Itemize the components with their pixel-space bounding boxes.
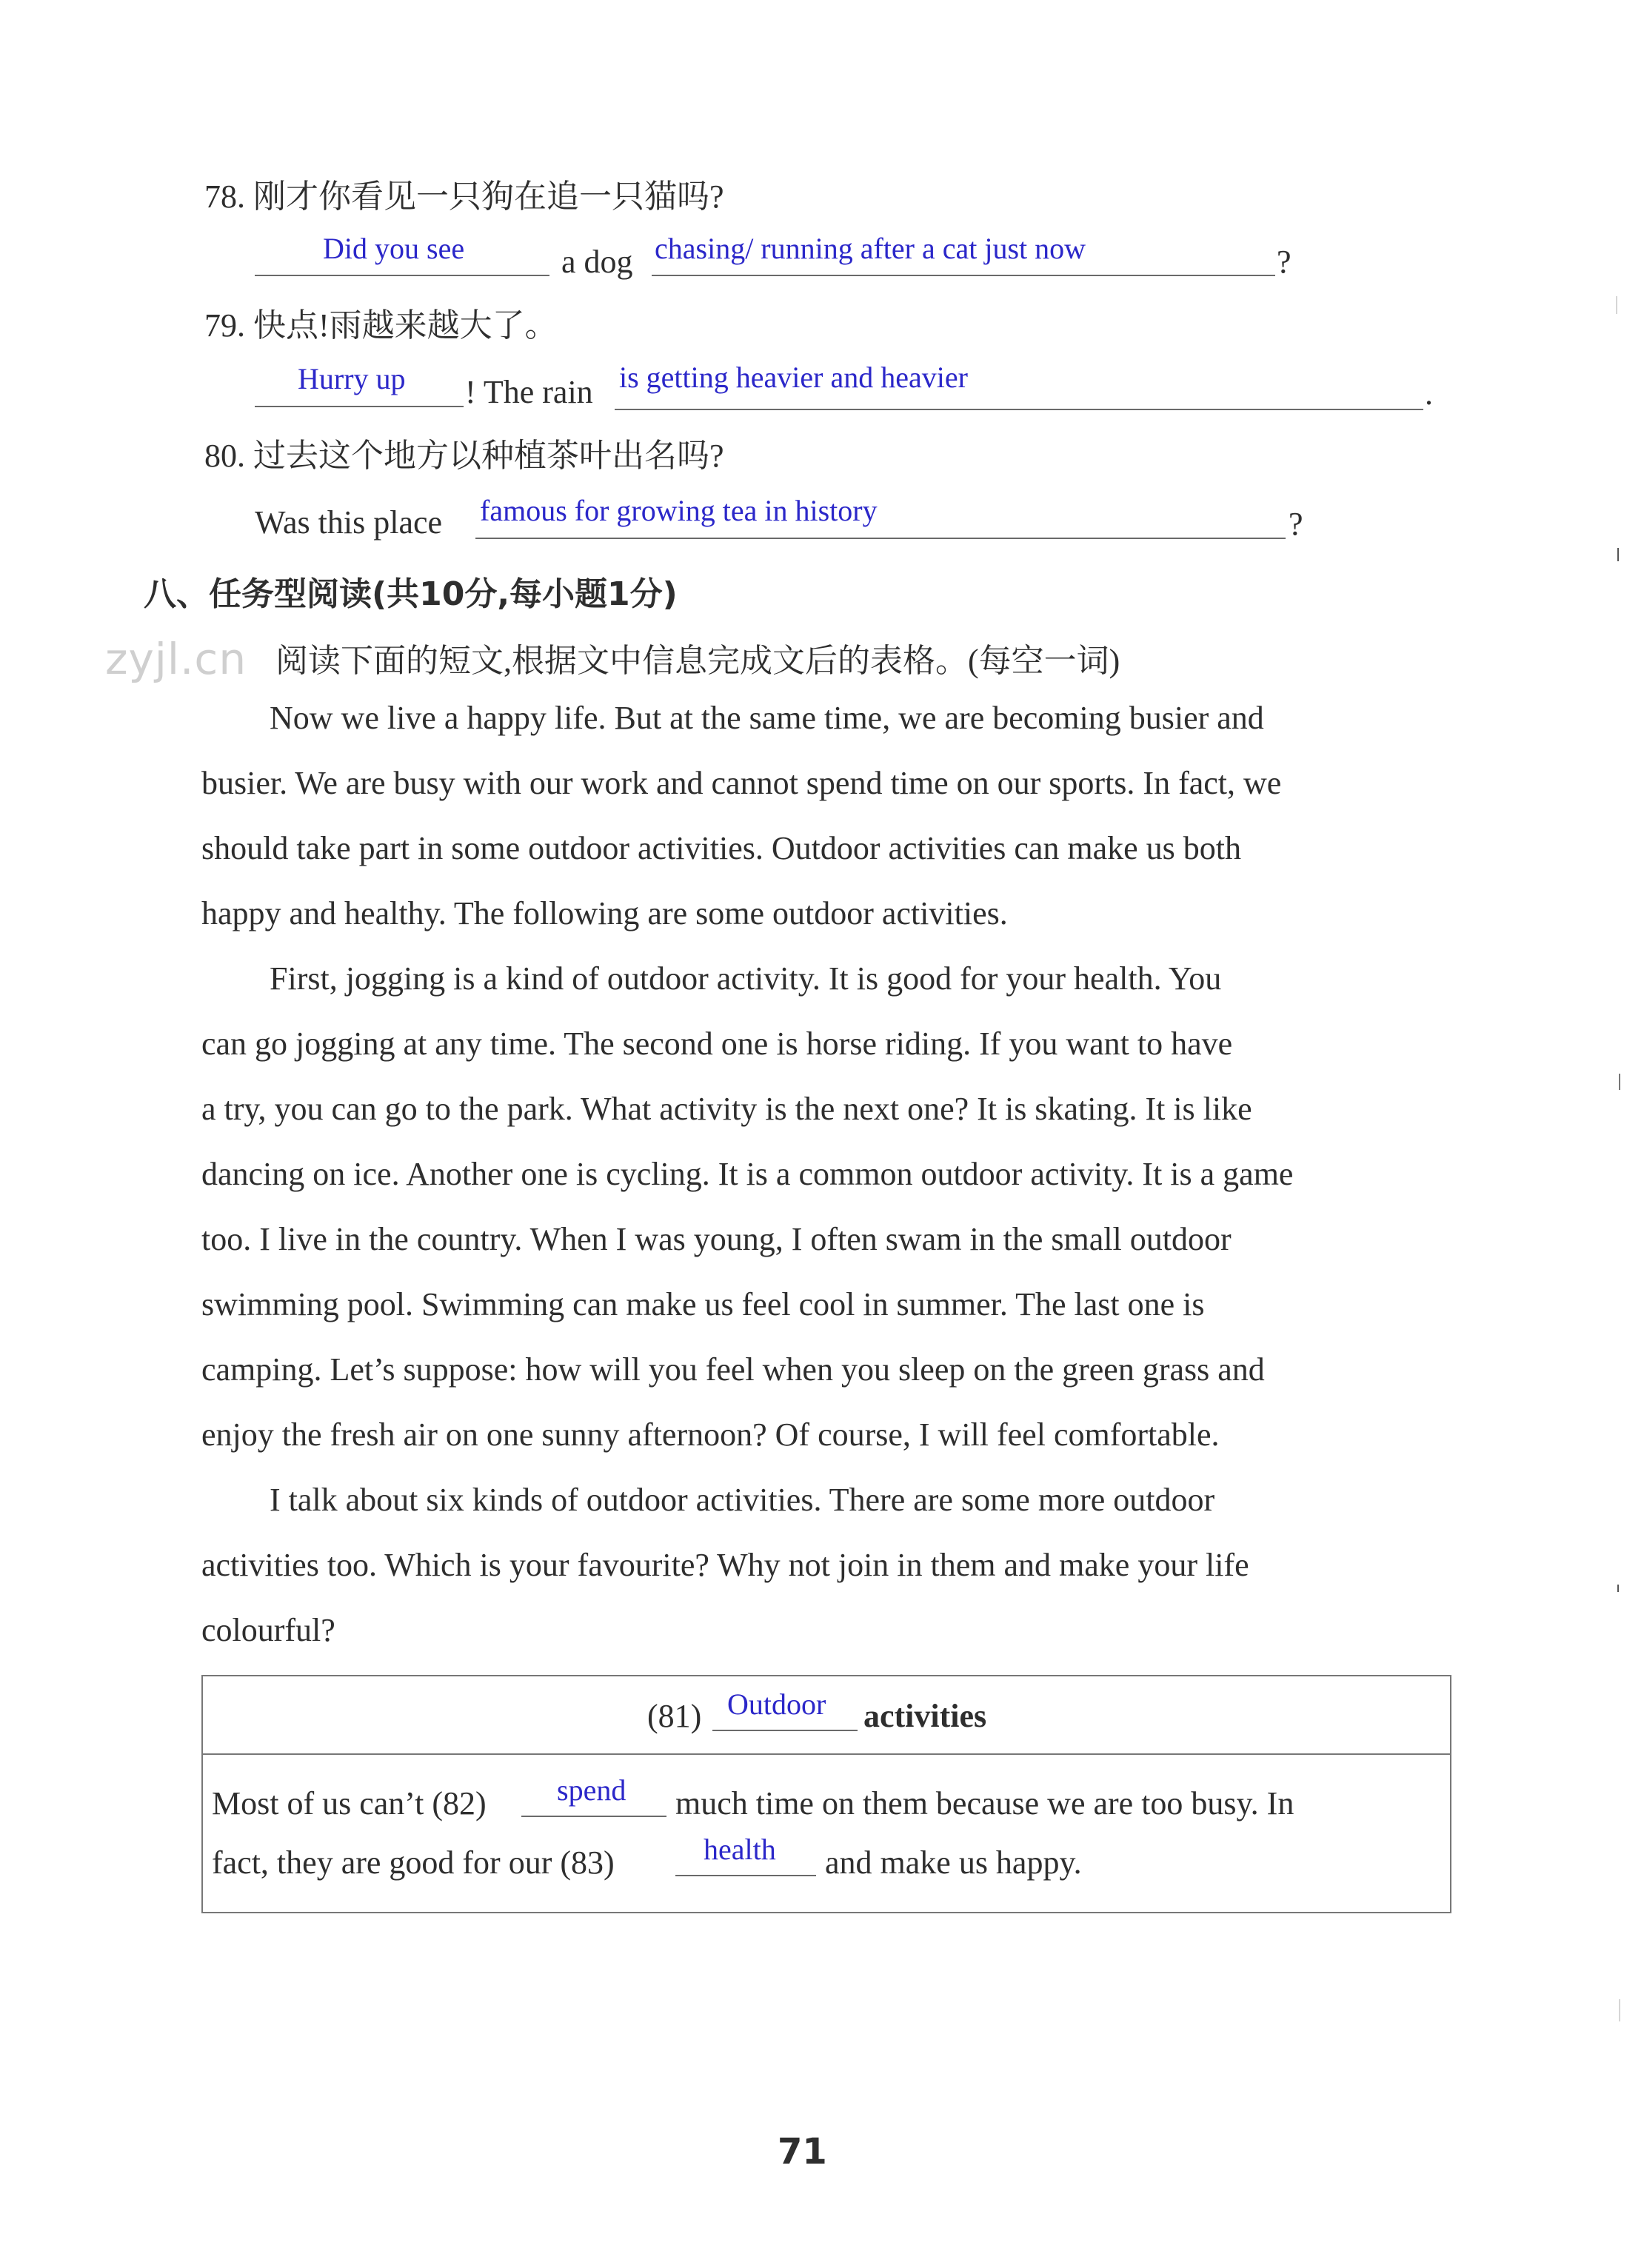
answer-83: health bbox=[704, 1833, 776, 1866]
question-78-text-2: ? bbox=[1277, 244, 1292, 280]
page-number: 71 bbox=[778, 2131, 827, 2172]
answer-blank[interactable] bbox=[255, 406, 464, 407]
passage-line: dancing on ice. Another one is cycling. It is a common outdoor activity. It is a game bbox=[201, 1156, 1294, 1192]
header-number: (81) bbox=[647, 1698, 702, 1734]
question-78-chinese: 刚才你看见一只狗在追一只猫吗? bbox=[253, 178, 724, 215]
answer-82: spend bbox=[557, 1773, 626, 1807]
question-78-number: 78. bbox=[204, 178, 245, 215]
passage-line: busier. We are busy with our work and cannot spend time on our sports. In fact, we bbox=[201, 765, 1282, 801]
question-79-text-2: . bbox=[1425, 375, 1433, 412]
section-title: 八、任务型阅读(共10分,每小题1分) bbox=[144, 575, 678, 613]
summary-table bbox=[201, 1675, 1451, 1913]
passage-line: activities too. Which is your favourite? Why not join in them and make your life bbox=[201, 1547, 1249, 1583]
answer-81: Outdoor bbox=[727, 1687, 826, 1721]
passage-line: enjoy the fresh air on one sunny afternoon? Of course, I will feel comfortable. bbox=[201, 1416, 1220, 1453]
answer-blank[interactable] bbox=[521, 1816, 666, 1817]
passage-line: camping. Let’s suppose: how will you feel when you sleep on the green grass and bbox=[201, 1351, 1265, 1388]
table-row-2-text-pre: fact, they are good for our (83) bbox=[212, 1844, 615, 1881]
answer-blank[interactable] bbox=[652, 275, 1275, 276]
scan-edge-mark bbox=[1617, 548, 1619, 561]
table-row-1-text-pre: Most of us can’t (82) bbox=[212, 1785, 487, 1822]
answer-blank[interactable] bbox=[475, 538, 1286, 539]
answer-78-1: Did you see bbox=[323, 232, 465, 265]
header-text: activities bbox=[863, 1698, 987, 1734]
answer-79-1: Hurry up bbox=[298, 362, 406, 395]
table-header-row bbox=[203, 1676, 1450, 1755]
question-80-chinese: 过去这个地方以种植茶叶出名吗? bbox=[253, 438, 724, 474]
watermark: zyjl.cn bbox=[105, 634, 247, 684]
scan-edge-mark bbox=[1619, 1074, 1620, 1090]
passage-line: a try, you can go to the park. What activity is the next one? It is skating. It is like bbox=[201, 1091, 1252, 1127]
passage-line: happy and healthy. The following are some outdoor activities. bbox=[201, 895, 1008, 931]
question-79-prompt bbox=[204, 307, 558, 344]
section-instruction: 阅读下面的短文,根据文中信息完成文后的表格。(每空一词) bbox=[275, 643, 1120, 679]
table-row-2-text-post: and make us happy. bbox=[825, 1844, 1082, 1881]
question-79-number: 79. bbox=[204, 307, 245, 344]
passage-line: should take part in some outdoor activities. Outdoor activities can make us both bbox=[201, 830, 1242, 866]
answer-blank[interactable] bbox=[255, 275, 549, 276]
scan-edge-mark bbox=[1616, 296, 1617, 314]
passage-paragraph-2 bbox=[201, 946, 1475, 1468]
passage-line: First, jogging is a kind of outdoor activity. It is good for your health. You bbox=[270, 960, 1222, 997]
passage-line: colourful? bbox=[201, 1612, 335, 1648]
passage-line: I talk about six kinds of outdoor activities. There are some more outdoor bbox=[270, 1482, 1215, 1518]
passage-line: Now we live a happy life. But at the same time, we are becoming busier and bbox=[270, 700, 1264, 736]
question-78-prompt bbox=[204, 178, 724, 215]
table-row-1-text-post: much time on them because we are too busy. In bbox=[675, 1785, 1294, 1822]
passage-paragraph-3 bbox=[201, 1468, 1475, 1663]
answer-blank[interactable] bbox=[712, 1730, 858, 1731]
passage-line: can go jogging at any time. The second one is horse riding. If you want to have bbox=[201, 1026, 1233, 1062]
answer-blank[interactable] bbox=[615, 409, 1423, 410]
answer-79-2: is getting heavier and heavier bbox=[619, 361, 968, 394]
question-80-number: 80. bbox=[204, 438, 245, 474]
scan-edge-mark bbox=[1619, 1999, 1620, 2021]
question-80-text-2: ? bbox=[1289, 506, 1303, 542]
answer-80-1: famous for growing tea in history bbox=[480, 494, 878, 527]
scan-edge-mark bbox=[1617, 1585, 1619, 1592]
question-78-text-1: a dog bbox=[561, 244, 633, 280]
passage-line: swimming pool. Swimming can make us feel cool in summer. The last one is bbox=[201, 1286, 1205, 1322]
passage-line: too. I live in the country. When I was young, I often swam in the small outdoor bbox=[201, 1221, 1232, 1257]
question-79-chinese: 快点!雨越来越大了。 bbox=[253, 307, 558, 344]
answer-blank[interactable] bbox=[675, 1875, 816, 1876]
question-79-text-1: ! The rain bbox=[465, 374, 593, 410]
question-80-prompt bbox=[204, 440, 724, 472]
passage-paragraph-1 bbox=[201, 686, 1475, 946]
answer-78-2: chasing/ running after a cat just now bbox=[655, 232, 1086, 265]
question-80-text-1: Was this place bbox=[255, 504, 443, 541]
